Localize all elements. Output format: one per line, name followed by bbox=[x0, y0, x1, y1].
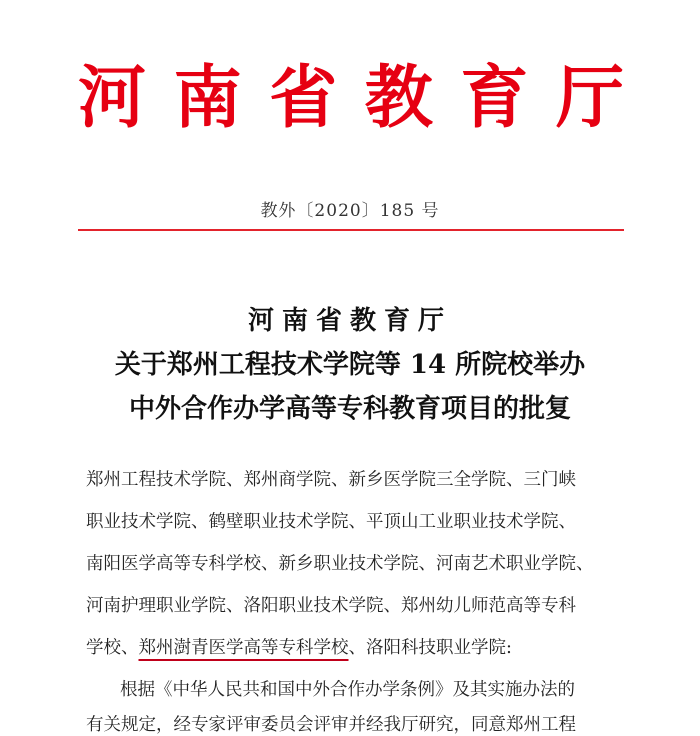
recipients-line: 河南护理职业学院、洛阳职业技术学院、郑州幼儿师范高等专科 bbox=[86, 596, 576, 616]
letterhead-title bbox=[78, 60, 624, 136]
red-divider bbox=[78, 229, 624, 231]
document-title-line-1: 河南省教育厅 bbox=[247, 306, 452, 336]
letterhead-char: 教 bbox=[364, 58, 433, 138]
recipients-line: 郑州工程技术学院、郑州商学院、新乡医学院三全学院、三门峡 bbox=[86, 470, 576, 490]
letterhead-char: 育 bbox=[460, 58, 529, 138]
recipients-line: 职业技术学院、鹤壁职业技术学院、平顶山工业职业技术学院、 bbox=[86, 512, 576, 532]
document-title-line-3: 中外合作办学高等专科教育项目的批复 bbox=[128, 394, 571, 424]
letterhead-char: 省 bbox=[269, 58, 338, 138]
letterhead-char: 河 bbox=[78, 58, 147, 138]
recipients-text: 学校、 bbox=[86, 638, 139, 658]
recipients-line: 南阳医学高等专科学校、新乡职业技术学院、河南艺术职业学院、 bbox=[86, 554, 594, 574]
paragraph-line: 有关规定，经专家评审委员会评审并经我厅研究，同意郑州工程 bbox=[86, 715, 576, 735]
letterhead-char: 厅 bbox=[555, 58, 624, 138]
recipients-line bbox=[86, 634, 512, 659]
recipients-text: 、洛阳科技职业学院: bbox=[348, 638, 512, 658]
paragraph-line: 根据《中华人民共和国中外合作办学条例》及其实施办法的 bbox=[120, 680, 575, 700]
document-title-line-2: 关于郑州工程技术学院等 14 所院校举办 bbox=[114, 350, 586, 380]
document-number: 教外〔2020〕185 号 bbox=[260, 201, 440, 221]
letterhead-char: 南 bbox=[173, 58, 242, 138]
highlighted-school-name: 郑州澍青医学高等专科学校 bbox=[138, 638, 349, 658]
